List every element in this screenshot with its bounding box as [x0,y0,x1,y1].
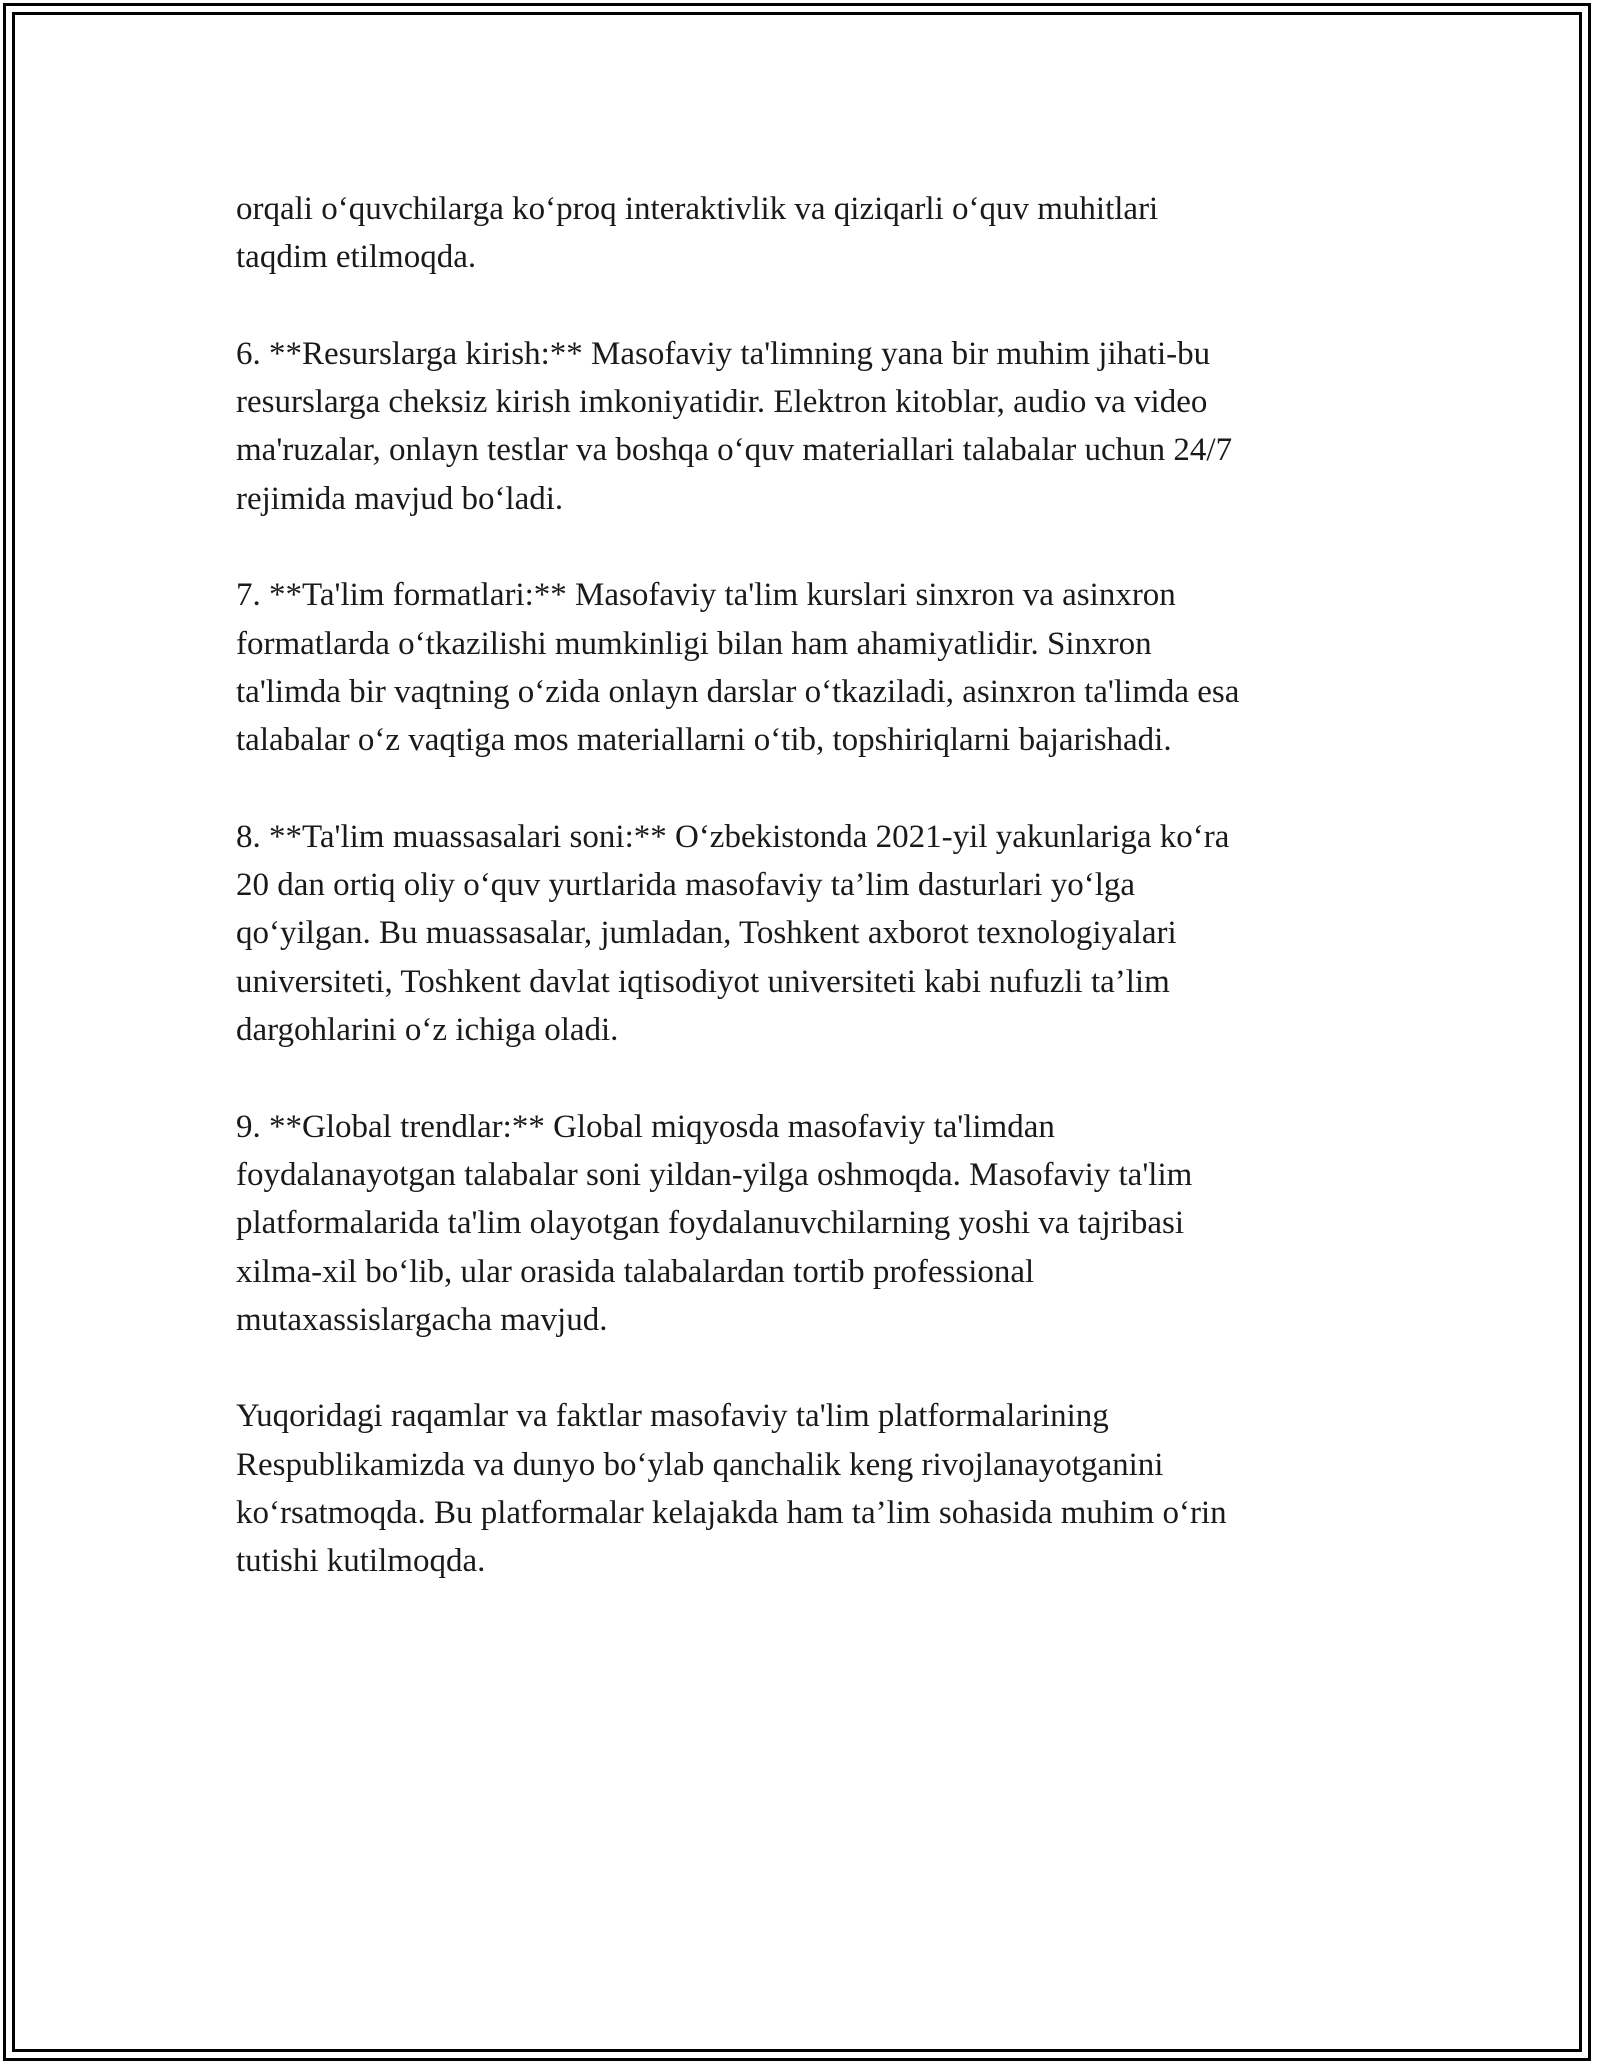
paragraph-continuation: orqali o‘quvchilarga ko‘proq interaktivlik va qiziqarli o‘quv muhitlari taqdim etilmoqda. [236,191,1159,276]
document-body [236,185,1366,1634]
paragraph-item-6-resources: 6. **Resurslarga kirish:** Masofaviy ta'limning yana bir muhim jihati-bu resurslarga cheksiz kirish imkoniyatidir. Elektron kitoblar, audio va video ma'ruzalar, onlayn testlar va boshqa o‘quv materiallari talabalar uchun 24/7 rejimida mavjud bo‘ladi. [236,335,1233,517]
paragraph-item-9-global-trends: 9. **Global trendlar:** Global miqyosda masofaviy ta'limdan foydalanayotgan talabalar soni yildan-yilga oshmoqda. Masofaviy ta'lim platformalarida ta'lim olayotgan foydalanuvchilarning yoshi va tajribasi xilma-xil bo‘lib, ular orasida talabalardan tortib professional mutaxassislargacha mavjud. [236,1108,1193,1338]
paragraph-item-8-institutions: 8. **Ta'lim muassasalari soni:** O‘zbekistonda 2021-yil yakunlariga ko‘ra 20 dan ortiq oliy o‘quv yurtlarida masofaviy ta’lim dasturlari yo‘lga qo‘yilgan. Bu muassasalar, jumladan, Toshkent axborot texnologiyalari universiteti, Toshkent davlat iqtisodiyot universiteti kabi nufuzli ta’lim dargohlarini o‘z ichiga oladi. [236,818,1230,1049]
paragraph-conclusion: Yuqoridagi raqamlar va faktlar masofaviy ta'lim platformalarining Respublikamizda va dunyo bo‘ylab qanchalik keng rivojlanayotganini ko‘rsatmoqda. Bu platformalar kelajakda ham ta’lim sohasida muhim o‘rin tutishi kutilmoqda. [236,1398,1227,1580]
paragraph-item-7-formats: 7. **Ta'lim formatlari:** Masofaviy ta'lim kurslari sinxron va asinxron formatlarda o‘tkazilishi mumkinligi bilan ham ahamiyatlidir. Sinxron ta'limda bir vaqtning o‘zida onlayn darslar o‘tkaziladi, asinxron ta'limda esa talabalar o‘z vaqtiga mos materiallarni o‘tib, topshiriqlarni bajarishadi. [236,577,1240,759]
